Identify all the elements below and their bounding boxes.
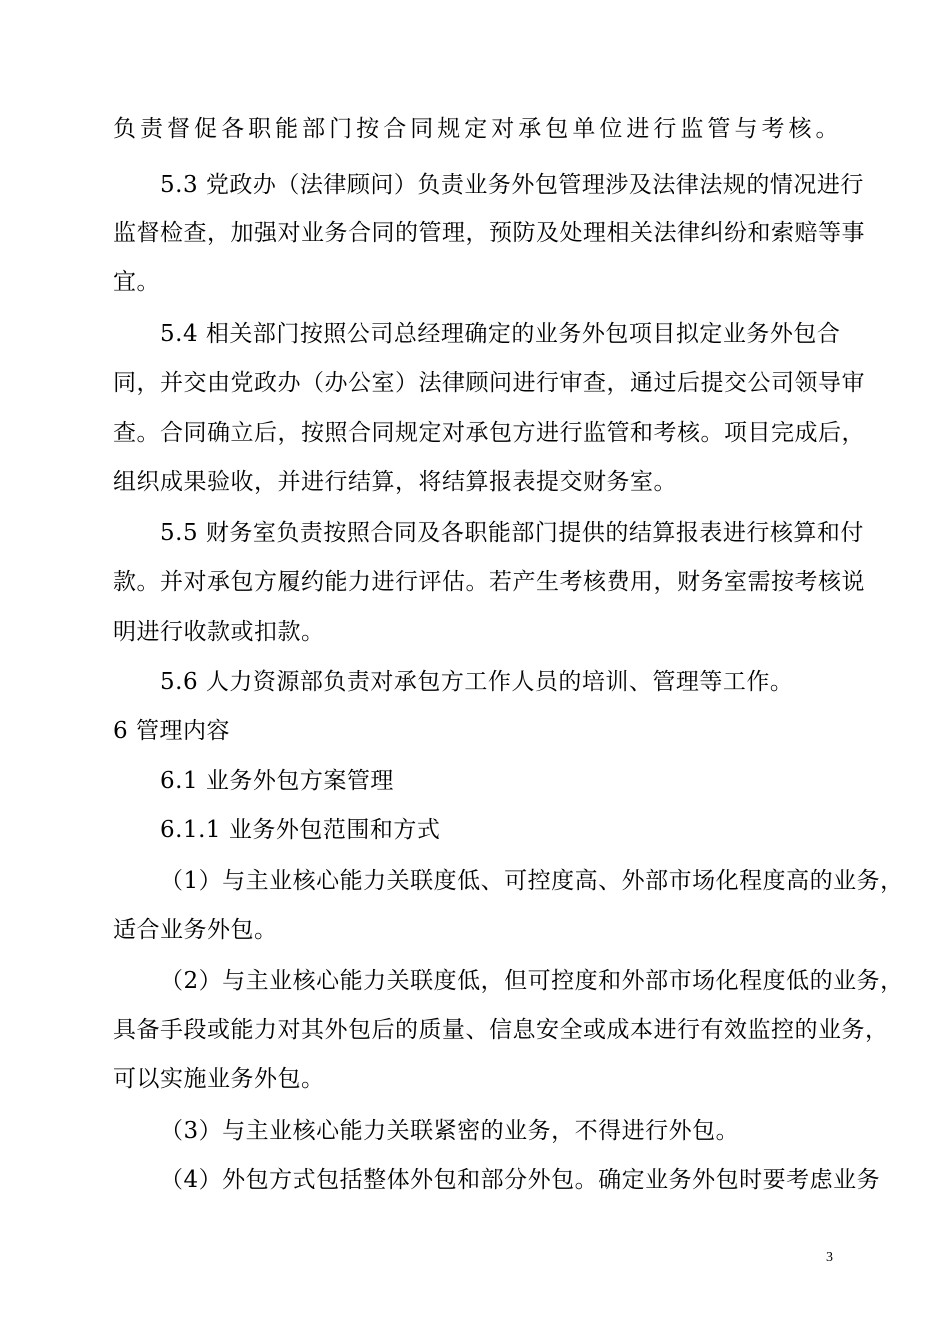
- section-heading: 6 管理内容: [113, 718, 230, 744]
- subsection-heading: 6.1.1 业务外包范围和方式: [160, 817, 441, 843]
- paragraph-line: 宜。: [113, 269, 160, 295]
- page-number: 3: [826, 1250, 833, 1265]
- list-item-line: 具备手段或能力对其外包后的质量、信息安全或成本进行有效监控的业务，: [113, 1017, 889, 1043]
- subsection-heading: 6.1 业务外包方案管理: [160, 768, 394, 794]
- paragraph-line: 同，并交由党政办（办公室）法律顾问进行审查，通过后提交公司领导审: [113, 370, 865, 396]
- list-item-line: （4）外包方式包括整体外包和部分外包。确定业务外包时要考虑业务: [160, 1167, 881, 1193]
- list-item-line: 可以实施业务外包。: [113, 1066, 325, 1092]
- list-item-line: 适合业务外包。: [113, 917, 278, 943]
- paragraph-line: 监督检查，加强对业务合同的管理，预防及处理相关法律纠纷和索赔等事: [113, 220, 865, 246]
- paragraph-line: 查。合同确立后，按照合同规定对承包方进行监管和考核。项目完成后，: [113, 420, 865, 446]
- paragraph-line: 款。并对承包方履约能力进行评估。若产生考核费用，财务室需按考核说: [113, 569, 865, 595]
- list-item-line: （3）与主业核心能力关联紧密的业务，不得进行外包。: [160, 1118, 740, 1144]
- paragraph-line: 5.3 党政办（法律顾问）负责业务外包管理涉及法律法规的情况进行: [160, 172, 864, 198]
- paragraph-line: 组织成果验收，并进行结算，将结算报表提交财务室。: [113, 469, 677, 495]
- paragraph-line: 5.6 人力资源部负责对承包方工作人员的培训、管理等工作。: [160, 669, 794, 695]
- paragraph-line: 明进行收款或扣款。: [113, 619, 325, 645]
- paragraph-line: 负责督促各职能部门按合同规定对承包单位进行监管与考核。: [113, 116, 839, 142]
- list-item-line: （2）与主业核心能力关联度低，但可控度和外部市场化程度低的业务，: [160, 968, 904, 994]
- list-item-line: （1）与主业核心能力关联度低、可控度高、外部市场化程度高的业务，: [160, 868, 904, 894]
- paragraph-line: 5.4 相关部门按照公司总经理确定的业务外包项目拟定业务外包合: [160, 321, 841, 347]
- paragraph-line: 5.5 财务室负责按照合同及各职能部门提供的结算报表进行核算和付: [160, 520, 864, 546]
